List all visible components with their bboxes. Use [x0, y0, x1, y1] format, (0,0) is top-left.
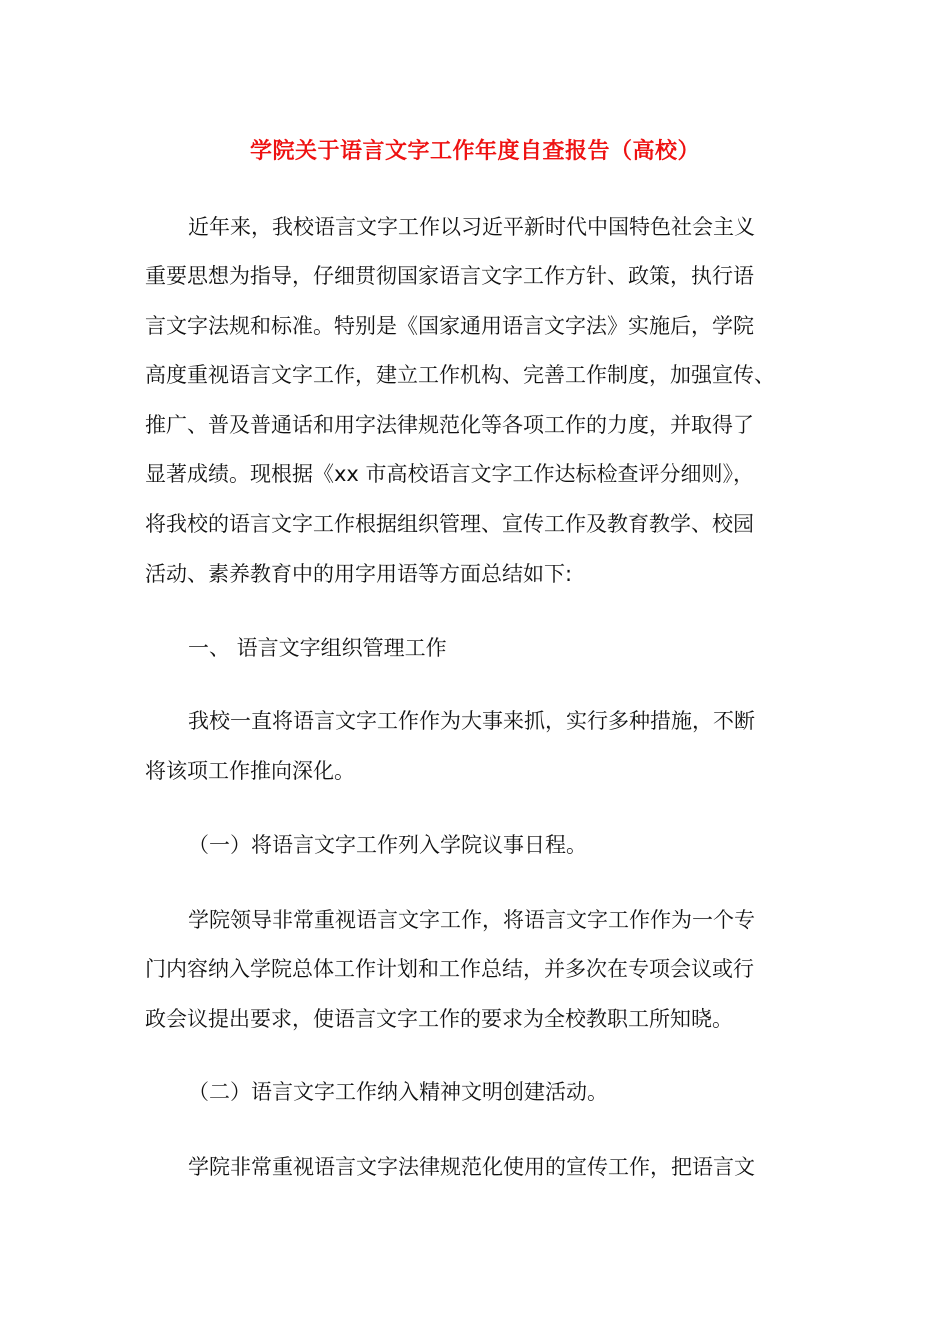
section-1-para-line-1: 我校一直将语言文字工作作为大事来抓，实行多种措施，不断 [188, 709, 755, 733]
intro-line-2: 重要思想为指导，仔细贯彻国家语言文字工作方针、政策，执行语 [145, 264, 754, 288]
intro-line-6: 显著成绩。现根据《xx 市高校语言文字工作达标检查评分细则》， [145, 462, 755, 486]
subsection-1-line-2: 门内容纳入学院总体工作计划和工作总结，并多次在专项会议或行 [145, 957, 754, 981]
intro-line-1: 近年来，我校语言文字工作以习近平新时代中国特色社会主义 [188, 215, 755, 239]
subsection-1-line-1: 学院领导非常重视语言文字工作，将语言文字工作作为一个专 [188, 908, 755, 932]
subsection-2-line-1: 学院非常重视语言文字法律规范化使用的宣传工作，把语言文 [188, 1155, 755, 1179]
subheading-2: （二）语言文字工作纳入精神文明创建活动。 [188, 1080, 608, 1104]
section-heading-1: 一、 语言文字组织管理工作 [188, 636, 447, 660]
document-title: 学院关于语言文字工作年度自查报告（高校） [249, 139, 700, 164]
intro-line-3: 言文字法规和标准。特别是《国家通用语言文字法》实施后，学院 [145, 314, 754, 338]
intro-line-8: 活动、素养教育中的用字用语等方面总结如下: [145, 562, 573, 586]
intro-line-7: 将我校的语言文字工作根据组织管理、宣传工作及教育教学、校园 [145, 512, 754, 536]
subheading-1: （一）将语言文字工作列入学院议事日程。 [188, 833, 587, 857]
intro-line-5: 推广、普及普通话和用字法律规范化等各项工作的力度，并取得了 [145, 413, 754, 437]
intro-line-4: 高度重视语言文字工作，建立工作机构、完善工作制度，加强宣传、 [145, 363, 775, 387]
section-1-para-line-2: 将该项工作推向深化。 [145, 759, 355, 783]
subsection-1-line-3: 政会议提出要求，使语言文字工作的要求为全校教职工所知晓。 [145, 1007, 733, 1031]
